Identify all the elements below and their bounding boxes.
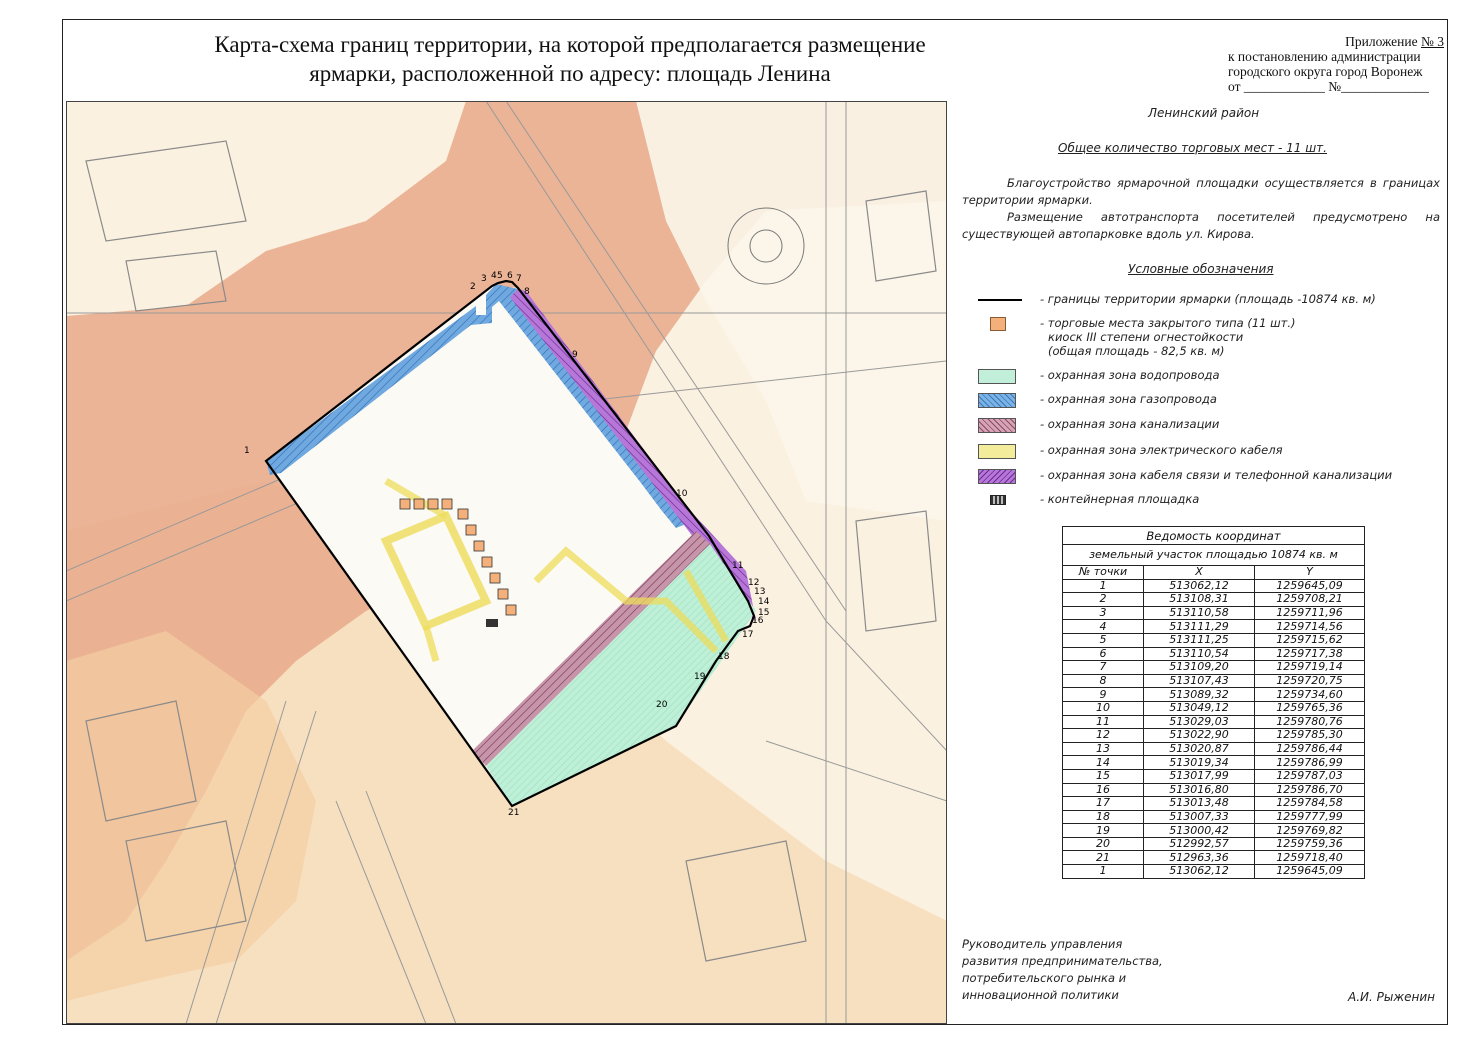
kiosk [506, 605, 516, 615]
point-label: 11 [732, 561, 744, 571]
coord-y: 1259711,96 [1255, 606, 1365, 620]
kiosk [466, 525, 476, 535]
water-zone-swatch [978, 369, 1016, 384]
table-row [1063, 579, 1365, 593]
kiosk [458, 509, 468, 519]
table-row [1063, 661, 1365, 675]
coord-y: 1259786,44 [1255, 742, 1365, 756]
table-row [1063, 851, 1365, 865]
table-row [1063, 701, 1365, 715]
coord-x: 513029,03 [1144, 715, 1255, 729]
point-number: 5 [1063, 633, 1144, 647]
point-number: 2 [1063, 593, 1144, 607]
point-number: 3 [1063, 606, 1144, 620]
appendix-line-4: от ____________ №_____________ [1228, 79, 1429, 94]
point-number: 17 [1063, 797, 1144, 811]
table-row [1063, 810, 1365, 824]
district-label: Ленинский район [1148, 106, 1260, 120]
legend-label: - охранная зона газопровода [1040, 392, 1217, 406]
point-number: 21 [1063, 851, 1144, 865]
coord-x: 513111,25 [1144, 633, 1255, 647]
coord-y: 1259786,70 [1255, 783, 1365, 797]
point-label: 3 [481, 274, 487, 284]
kiosk [482, 557, 492, 567]
coord-y: 1259714,56 [1255, 620, 1365, 634]
legend-label: - контейнерная площадка [1040, 492, 1200, 506]
coord-y: 1259719,14 [1255, 661, 1365, 675]
coord-x: 513019,34 [1144, 756, 1255, 770]
point-label: 7 [516, 274, 522, 284]
electric-zone-swatch [978, 444, 1016, 459]
table-row [1063, 647, 1365, 661]
point-label: 16 [752, 616, 764, 626]
point-label: 20 [656, 700, 668, 710]
point-label: 2 [470, 282, 476, 292]
gas-zone-swatch [978, 393, 1016, 408]
container-site [486, 619, 498, 627]
point-label: 9 [572, 350, 578, 360]
legend-label [1040, 316, 1295, 358]
table-caption: Ведомость координат [1063, 527, 1365, 545]
point-number: 10 [1063, 701, 1144, 715]
legend-item-electric [962, 441, 1452, 461]
coord-y: 1259785,30 [1255, 729, 1365, 743]
point-label: 1 [244, 446, 250, 456]
point-label: 13 [754, 587, 766, 597]
point-number: 9 [1063, 688, 1144, 702]
table-row [1063, 715, 1365, 729]
point-number: 18 [1063, 810, 1144, 824]
table-row [1063, 593, 1365, 607]
legend-item-water [962, 366, 1452, 386]
point-label: 21 [508, 808, 520, 818]
point-number: 16 [1063, 783, 1144, 797]
legend-label: - охранная зона электрического кабеля [1040, 443, 1283, 457]
coord-x: 512992,57 [1144, 837, 1255, 851]
kiosk [498, 589, 508, 599]
table-row [1063, 797, 1365, 811]
point-label: 5 [497, 271, 503, 281]
legend-item-sewer [962, 415, 1452, 435]
point-number: 20 [1063, 837, 1144, 851]
coord-y: 1259769,82 [1255, 824, 1365, 838]
point-number: 19 [1063, 824, 1144, 838]
point-label: 12 [748, 578, 760, 588]
coord-y: 1259708,21 [1255, 593, 1365, 607]
coordinates-table [1062, 526, 1365, 879]
table-row [1063, 606, 1365, 620]
point-label: 18 [718, 652, 730, 662]
coord-y: 1259645,09 [1255, 579, 1365, 593]
kiosk [490, 573, 500, 583]
coord-x: 513062,12 [1144, 579, 1255, 593]
coord-y: 1259734,60 [1255, 688, 1365, 702]
point-number: 8 [1063, 674, 1144, 688]
table-row [1063, 756, 1365, 770]
coord-y: 1259765,36 [1255, 701, 1365, 715]
point-number: 1 [1063, 579, 1144, 593]
coord-y: 1259720,75 [1255, 674, 1365, 688]
coord-x: 513109,20 [1144, 661, 1255, 675]
point-number: 11 [1063, 715, 1144, 729]
coord-y: 1259715,62 [1255, 633, 1365, 647]
point-label: 15 [758, 608, 770, 618]
legend-item-boundary [962, 290, 1452, 310]
table-row [1063, 633, 1365, 647]
coord-x: 513107,43 [1144, 674, 1255, 688]
point-label: 14 [758, 597, 770, 607]
point-number: 12 [1063, 729, 1144, 743]
coord-x: 513110,54 [1144, 647, 1255, 661]
coord-x: 513020,87 [1144, 742, 1255, 756]
coord-x: 513000,42 [1144, 824, 1255, 838]
appendix-label: Приложение [1345, 34, 1418, 49]
table-row [1063, 865, 1365, 879]
table-row [1063, 824, 1365, 838]
site-map [66, 101, 947, 1024]
legend-label-line: киоск III степени огнестойкости [1048, 330, 1244, 344]
signature-block [962, 936, 1163, 1004]
point-number: 15 [1063, 769, 1144, 783]
kiosk [474, 541, 484, 551]
container-swatch [990, 495, 1006, 505]
table-row [1063, 729, 1365, 743]
coord-y: 1259780,76 [1255, 715, 1365, 729]
legend-item-gas [962, 390, 1452, 410]
column-header: Y [1255, 566, 1365, 580]
legend-label: - границы территории ярмарки (площадь -10874 кв. м) [1040, 292, 1376, 306]
table-row [1063, 688, 1365, 702]
legend-label-line: (общая площадь - 82,5 кв. м) [1048, 344, 1225, 358]
boundary-line-swatch [978, 299, 1022, 301]
coord-x: 513017,99 [1144, 769, 1255, 783]
telecom-zone-swatch [978, 469, 1016, 484]
coordinates-body [1063, 579, 1365, 878]
coord-y: 1259786,99 [1255, 756, 1365, 770]
point-number: 6 [1063, 647, 1144, 661]
legend-label: - охранная зона кабеля связи и телефонной канализации [1040, 468, 1393, 482]
legend-item-kiosk [962, 314, 1452, 362]
coord-x: 513108,31 [1144, 593, 1255, 607]
point-label: 8 [524, 287, 530, 297]
kiosk [414, 499, 424, 509]
coord-y: 1259777,99 [1255, 810, 1365, 824]
column-header: № точки [1063, 566, 1144, 580]
signature-line: инновационной политики [962, 988, 1119, 1002]
coord-x: 513110,58 [1144, 606, 1255, 620]
legend-label: - охранная зона канализации [1040, 417, 1220, 431]
map-title [130, 30, 1010, 88]
table-row [1063, 783, 1365, 797]
point-label: 10 [676, 489, 688, 499]
coord-y: 1259645,09 [1255, 865, 1365, 879]
point-number: 7 [1063, 661, 1144, 675]
point-number: 13 [1063, 742, 1144, 756]
legend-item-container [962, 490, 1452, 510]
signature-line: Руководитель управления [962, 937, 1123, 951]
table-row [1063, 620, 1365, 634]
coord-y: 1259759,36 [1255, 837, 1365, 851]
column-header: X [1144, 566, 1255, 580]
coord-x: 513111,29 [1144, 620, 1255, 634]
title-line-2: ярмарки, расположенной по адресу: площадь Ленина [309, 61, 831, 86]
table-row [1063, 674, 1365, 688]
signer-name: А.И. Рыженин [1348, 990, 1436, 1004]
table-row [1063, 769, 1365, 783]
point-number: 14 [1063, 756, 1144, 770]
legend-label: - охранная зона водопровода [1040, 368, 1220, 382]
coord-x: 513007,33 [1144, 810, 1255, 824]
coord-x: 513062,12 [1144, 865, 1255, 879]
coord-y: 1259717,38 [1255, 647, 1365, 661]
point-number: 1 [1063, 865, 1144, 879]
coord-x: 512963,36 [1144, 851, 1255, 865]
appendix-line-2: к постановлению администрации [1228, 49, 1421, 64]
coord-x: 513089,32 [1144, 688, 1255, 702]
point-number: 4 [1063, 620, 1144, 634]
notes-block [962, 175, 1440, 243]
appendix-line-3: городского округа город Воронеж [1228, 64, 1423, 79]
table-row [1063, 837, 1365, 851]
coord-x: 513049,12 [1144, 701, 1255, 715]
coord-y: 1259718,40 [1255, 851, 1365, 865]
note-2: Размещение автотранспорта посетителей предусмотрено на существующей автопарковке вдоль ул. Кирова. [962, 210, 1440, 241]
kiosk [400, 499, 410, 509]
coord-y: 1259787,03 [1255, 769, 1365, 783]
appendix-block [1228, 34, 1448, 94]
point-label: 19 [694, 672, 706, 682]
kiosk-swatch [990, 317, 1006, 331]
point-label: 4 [491, 271, 497, 281]
table-subcaption: земельный участок площадью 10874 кв. м [1063, 545, 1365, 566]
note-1: Благоустройство ярмарочной площадки осуществляется в границах территории ярмарки. [962, 176, 1440, 207]
coord-y: 1259784,58 [1255, 797, 1365, 811]
legend-item-telecom [962, 466, 1452, 486]
coord-x: 513016,80 [1144, 783, 1255, 797]
point-label: 6 [507, 271, 513, 281]
kiosk [442, 499, 452, 509]
title-line-1: Карта-схема границ территории, на которой предполагается размещение [214, 32, 926, 57]
point-label: 17 [742, 630, 754, 640]
coord-x: 513013,48 [1144, 797, 1255, 811]
legend-label-line: - торговые места закрытого типа (11 шт.) [1040, 316, 1296, 330]
legend-title: Условные обозначения [1128, 262, 1274, 276]
table-row [1063, 742, 1365, 756]
appendix-number: № 3 [1420, 34, 1444, 49]
coord-x: 513022,90 [1144, 729, 1255, 743]
sewer-zone-swatch [978, 418, 1016, 433]
signature-line: потребительского рынка и [962, 971, 1127, 985]
signature-line: развития предпринимательства, [962, 954, 1163, 968]
kiosk [428, 499, 438, 509]
total-places: Общее количество торговых мест - 11 шт. [1058, 141, 1327, 155]
